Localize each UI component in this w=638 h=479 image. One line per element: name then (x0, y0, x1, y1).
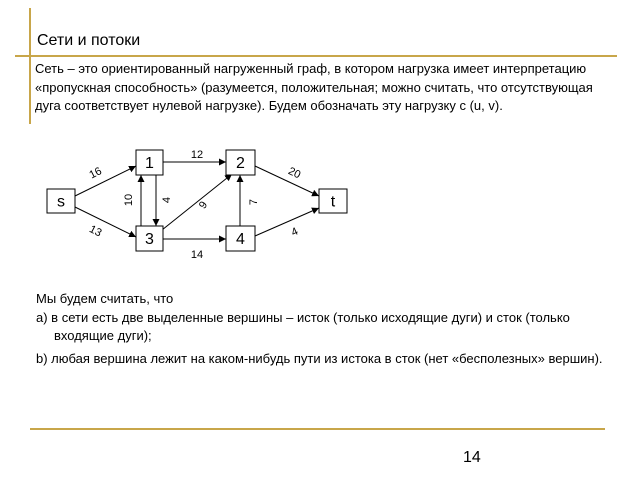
edge-4-t (255, 208, 319, 236)
edge-s-1 (75, 166, 136, 196)
node-s (47, 189, 75, 213)
edge-2-t (255, 166, 319, 196)
node-t-label: t (330, 193, 336, 211)
condition-b: b) любая вершина лежит на каком-нибудь пути из истока в сток (нет «бесполезных» вершин). (36, 350, 603, 366)
edge-label-s-3: 13 (87, 223, 104, 240)
edge-label-3-1: 10 (123, 193, 135, 207)
node-1 (136, 150, 163, 175)
node-s-label: s (57, 193, 65, 211)
node-1-label: 1 (145, 155, 154, 172)
condition-a: a) в сети есть две выделенные вершины – исток (только исходящие дуги) и сток (только входящие дуги); (36, 309, 570, 343)
edge-label-1-2: 12 (190, 149, 204, 161)
node-4 (226, 226, 255, 251)
node-3-label: 3 (145, 231, 154, 248)
conditions-intro: Мы будем считать, что (36, 291, 174, 306)
edge-label-3-2: 9 (196, 199, 211, 212)
node-2 (226, 150, 255, 175)
edge-label-1-3: 4 (161, 196, 173, 204)
conditions-block (36, 290, 606, 368)
edge-label-s-1: 16 (87, 165, 104, 182)
edge-label-2-t: 20 (286, 165, 303, 182)
page-number: 14 (463, 449, 481, 466)
node-3 (136, 226, 163, 251)
node-t (319, 189, 347, 213)
edge-label-4-2: 7 (248, 198, 260, 206)
intro-paragraph: Сеть – это ориентированный нагруженный граф, в котором нагрузка имеет интерпретацию «пропускная способность» (разумеется, положительная; можно считать, что отсутствующая дуга соответствует нулевой нагрузке). Будем обозначать эту нагрузку c (u, v). (35, 61, 593, 113)
slide-title: Сети и потоки (37, 32, 141, 49)
edge-label-4-t: 4 (289, 225, 301, 240)
edge-s-3 (75, 207, 136, 240)
edge-label-3-4: 14 (190, 249, 204, 261)
node-4-label: 4 (236, 231, 245, 248)
node-2-label: 2 (236, 155, 245, 172)
